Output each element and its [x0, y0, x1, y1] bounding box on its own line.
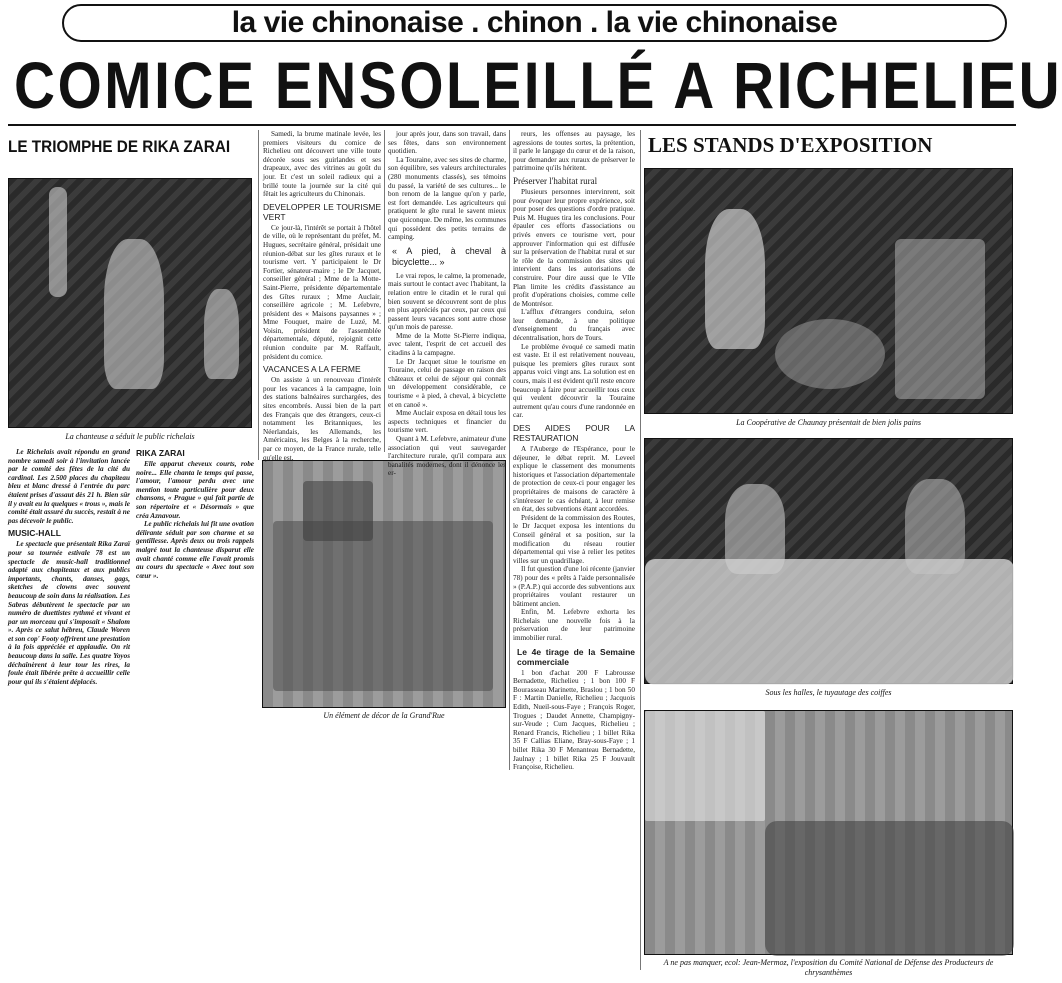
- article-column-c: [513, 130, 635, 770]
- subhead-tourisme-vert: DEVELOPPER LE TOURISME VERT: [263, 201, 381, 222]
- section-banner: la vie chinonaise . chinon . la vie chinonaise: [62, 4, 1007, 42]
- article-column-a: [263, 130, 381, 462]
- rika-paragraph: Le spectacle que présentait Rika Zaraï pour sa tournée estivale 78 est un spectacle de music-hall traditionnel adapté aux chapiteaux et aux publics importants, chants, danses, gags, sketches de clowns avec souvent beaucoup de soin dans la réalisation. Les Sabras débutèrent le spectacle par un numéro de duettistes rythmé et vivant et par un morceau qui s'imposait « Shalom ». Après ce salut hébreu, Claude Woren et son cop' Footy offrirent une prestation à la fois appréciée et applaudie. On rit beaucoup dans la salle. Les quatre Yoyos déchaînèrent à leur tour les rires, la foule était libérée prête à accueillir celle pour qui ils s'étaient déplacés.: [8, 540, 130, 686]
- headline-rule: [8, 124, 1016, 126]
- column-divider: [509, 130, 510, 770]
- article-paragraph: Président de la commission des Routes, le Dr Jacquet exposa les intentions du Conseil général et sa position, sur la modification du réseau routier départemental qui vise à relier les petites villes sur un quadrillage.: [513, 513, 635, 565]
- article-paragraph: jour après jour, dans son travail, dans ses fêtes, dans son environnement quotidien.: [388, 130, 506, 156]
- caption-cooperative: La Coopérative de Chaunay présentait de bien jolis pains: [736, 418, 921, 427]
- column-divider: [384, 130, 385, 452]
- article-paragraph: Mme Auclair exposa en détail tous les aspects techniques et financier du tourisme vert.: [388, 409, 506, 435]
- article-paragraph: 1 bon d'achat 200 F Labrousse Bernadette, Richelieu ; 1 bon 100 F Bourasseau Marinette, Braslou ; 1 bon 50 F : Martin Danielle, Richelieu ; Jacquois Edith, Nueil-sous-Faye ; François Roger, Trogues ; Daudet Annette, Champigny-sur-Veude ; Cum Jacques, Richelieu ; Renard Francis, Richelieu ; 1 billet Rika 35 F Callias Eliane, Bray-sous-Faye ; 1 billet Rika 30 F Menanteau Bernadette, Jaulnay ; 1 billet Rika 25 F Jouvault Françoise, Richelieu.: [513, 668, 635, 772]
- pull-quote: « A pied, à cheval à bicyclette... »: [392, 245, 506, 267]
- right-section-title: LES STANDS D'EXPOSITION: [648, 133, 933, 157]
- photo-chrysanthemes: [644, 710, 1013, 955]
- caption-halles: Sous les halles, le tuyautage des coiffes: [765, 688, 892, 697]
- article-paragraph: reurs, les offenses au paysage, les agressions de toutes sortes, la prétention, il parle le langage du cœur et de la raison, pour demander aux ruraux de préserver le patrimoine qu'ils héritent.: [513, 130, 635, 173]
- article-paragraph: On assiste à un renouveau d'intérêt pour les vacances à la campagne, loin des stations balnéaires surchargées, des sites encombrés. Aussi bien de la part des Français que des étrangers, ceux-ci notamment les Britanniques, les Néerlandais, les Allemands, les Américains, les Belges à la recherche, par ce moyen, de la France rurale, telle qu'elle est,: [263, 376, 381, 462]
- article-paragraph: Enfin, M. Lefebvre exhorta les Richelais une nouvelle fois à la préservation de leur patrimoine immobilier rural.: [513, 608, 635, 643]
- subhead-vacances-ferme: VACANCES A LA FERME: [263, 364, 361, 375]
- article-column-b: [388, 130, 506, 478]
- article-paragraph: Ce jour-là, l'intérêt se portait à l'hôtel de ville, où le représentant du préfet, M. Hugues, secrétaire général, présidait une réunion-débat sur les gîtes ruraux et le tourisme vert. Y participaient le Dr Fortier, sénateur-maire ; le Dr Jacquet, conseiller général ; Mme de la Motte-Saint-Pierre, présidente départementale des Gîtes ruraux ; Mme Auclair, conseillère agricole ; M. Lefebvre, président des « Maisons paysannes » ; Mme Fouquet, maire de Luzé, M. Voisin, président de l'assemblée départementale, député, rejoignit cette réunion conduite par M. Raffault, président du comice.: [263, 223, 381, 361]
- rika-column-right: [136, 448, 254, 583]
- article-paragraph: La Touraine, avec ses sites de charme, son équilibre, ses valeurs architecturales (280 monuments classés), ses témoins du passé, la variété de ses cultures... le bon renom de la langue qu'on y parle, est fort demandée. Les agriculteurs qui pratiquent le gîte rural le savent mieux que quiconque. De même, les communes qui possèdent des petits terrains de camping.: [388, 155, 506, 242]
- caption-chrysanthemes: A ne pas manquer, ecol: Jean-Mermoz, l'exposition du Comité National de Défense des Producteurs de chrysanthèmes: [663, 958, 994, 977]
- article-paragraph: Mme de la Motte St-Pierre indiqua, avec talent, l'esprit de cet accueil des citadins à la campagne.: [388, 331, 506, 358]
- photo-halles-coiffes: [644, 438, 1013, 684]
- subhead-music-hall: MUSIC-HALL: [8, 528, 61, 539]
- rika-paragraph: Elle apparut cheveux courts, robe noire... Elle chanta le temps qui passe, l'amour, l'amour perdu avec une mention toute particulière pour deux chansons, « Prague » qui fait partie de son répertoire et « Désormais » que créa Aznavour.: [136, 460, 254, 520]
- photo-cooperative-bread: [644, 168, 1013, 414]
- subhead-habitat-rural: Préserver l'habitat rural: [513, 175, 598, 186]
- article-paragraph: Le vrai repos, le calme, la promenade, mais surtout le contact avec l'habitant, la relation entre le citadin et le rural qui bien souvent se découvrent sont de plus en plus appréciés par ceux, par ceux qui passent leurs vacances sont autre chose qu'un mois de paresse.: [388, 271, 506, 332]
- rika-column-left: [8, 448, 130, 710]
- article-paragraph: Plusieurs personnes intervinrent, soit pour évoquer leur propre expérience, soit pour poser des questions d'ordre pratique. Puis M. Hugues tira les conclusions. Pour épauler ces efforts d'associations ou privés envers ce tourisme vert, pour approuver l'information qui est diffusée sur la préservation de l'habitat rural et sur le rôle de la commission des sites qui intervient dans les autorisations de construire. Pour dire aussi que le VIIe Plan limite les crédits d'assistance au profit d'opérations choisies, comme celle de Montrésor.: [513, 187, 635, 308]
- photo-grand-rue-decor: [262, 460, 506, 708]
- column-divider: [258, 130, 259, 460]
- article-paragraph: L'afflux d'étrangers conduira, selon leur demande, à une politique d'enseignement du français avec décentralisation, hors de Tours.: [513, 308, 635, 343]
- rika-paragraph: Le public richelais lui fit une ovation délirante séduit par son charme et sa gentillesse. Après deux ou trois rappels malgré tout la chanteuse disparut elle avait chanté comme elle l'avait promis au cours du spectacle « Avec tout son cœur ».: [136, 520, 254, 580]
- subhead-tirage: Le 4e tirage de la Semaine commerciale: [517, 646, 635, 667]
- subhead-aides-restauration: DES AIDES POUR LA RESTAURATION: [513, 423, 635, 443]
- column-divider: [640, 130, 641, 970]
- page-headline: COMICE ENSOLEILLÉ A RICHELIEU: [14, 48, 1062, 122]
- subhead-rika-zarai: RIKA ZARAI: [136, 448, 185, 458]
- article-paragraph: Quant à M. Lefebvre, animateur d'une association qui veut sauvegarder l'architecture rurale, qu'il compara aux banalités modernes, dont il dénonce les er-: [388, 435, 506, 478]
- article-paragraph: Le Dr Jacquet situe le tourisme en Touraine, celui de passage en raison des châteaux et celui de séjour qui connaît un développement considérable, ce tourisme « à pied, à cheval, à bicyclette et en canoë ».: [388, 357, 506, 409]
- left-section-title: LE TRIOMPHE DE RIKA ZARAI: [8, 137, 231, 156]
- article-paragraph: A l'Auberge de l'Espérance, pour le déjeuner, le débat reprit. M. Leveel explique le classement des monuments historiques et l'association départementale de protection de ceux-ci pour engager les propriétaires de maisons de caractère à s'intéresser le cas échéant, à leur remise en état, des subventions étant accordées.: [513, 445, 635, 514]
- caption-decor: Un élément de décor de la Grand'Rue: [323, 711, 445, 720]
- caption-singer: La chanteuse a séduit le public richelais: [65, 432, 195, 441]
- rika-paragraph: Le Richelais avait répondu en grand nombre samedi soir à l'invitation lancée par le comité des fêtes de la cité du cardinal. Les 2.500 places du chapiteau bleu et blanc dressé à l'entrée du parc étaient prises d'assaut dès 21 h. Bien sûr il y avait eu la quelques « trous », mais le comité était assuré du succès, restait à ne pas décevoir le public.: [8, 448, 130, 525]
- photo-singer: [8, 178, 252, 428]
- article-paragraph: Le problème évoqué ce samedi matin est vaste. Et il est relativement nouveau, puisque les premiers gîtes ruraux sont apparus voici vingt ans. La solution est en cours, mais il est évident qu'il reste encore beaucoup à faire pour accueillir tous ceux qui veulent découvrir la Touraine autrement qu'au cours d'une randonnée en car.: [513, 342, 635, 420]
- article-paragraph: Il fut question d'une loi récente (janvier 78) pour des « prêts à l'aide personnalisée » (P.A.P.) qui accorde des subventions aux propriétaires voulant restaurer un bâtiment ancien.: [513, 565, 635, 608]
- article-paragraph: Samedi, la brume matinale levée, les premiers visiteurs du comice de Richelieu ont découvert une ville toute décorée sous ses guirlandes et ses drapeaux, avec des vitrines au goût du jour. Et c'est un soleil radieux qui a brillé toute la journée sur la cité qui fêtait les agriculteurs du Chinonais.: [263, 130, 381, 199]
